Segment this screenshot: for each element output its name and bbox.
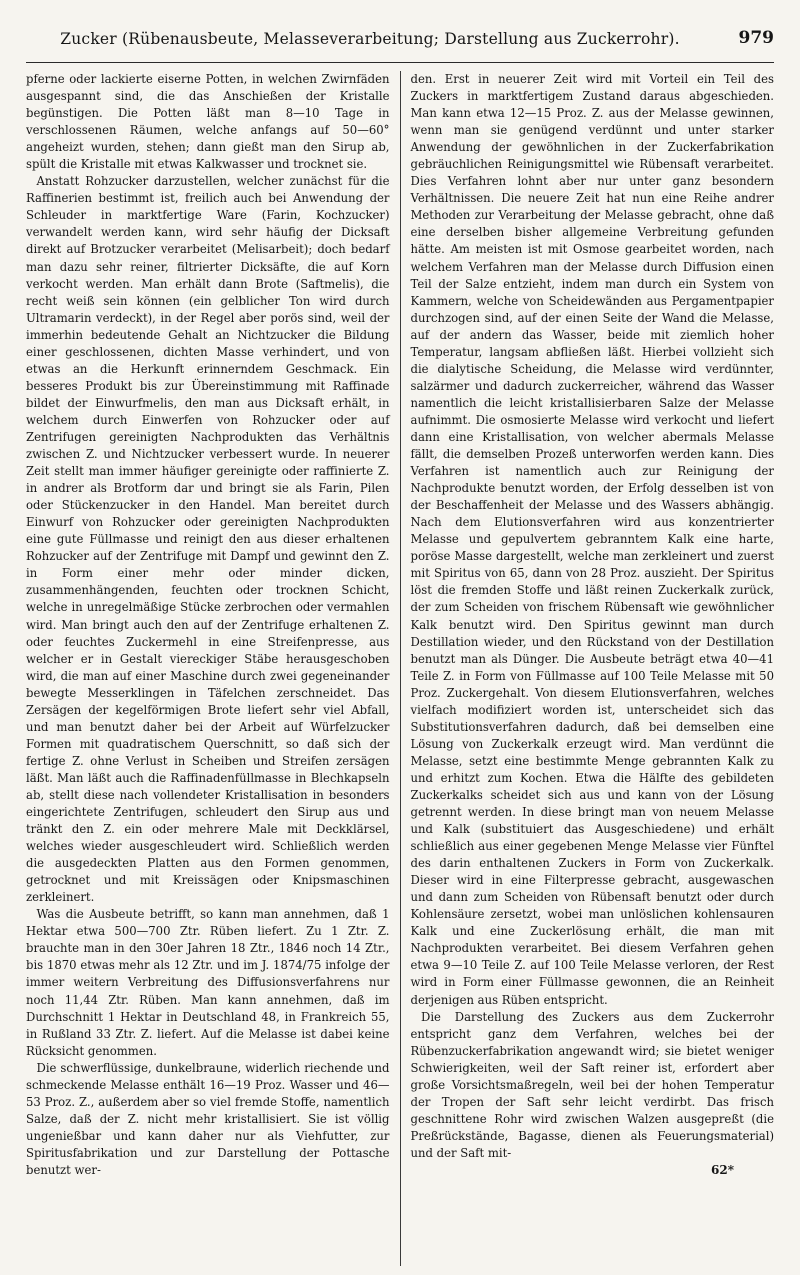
paragraph: Die Darstellung des Zuckers aus dem Zuckerrohr entspricht ganz dem Verfahren, welches bei der Rübenzuckerfabrikation angewandt wird; sie bietet weniger Schwierigkeiten, weil der Saft reiner ist, erfordert aber große Vorsichtsmaßregeln, weil bei der hohen Temperatur der Tropen der Saft sehr leicht verdirbt. Das frisch geschnittene Rohr wird zwischen Walzen ausgepreßt (die Preßrückstände, Bagasse, dienen als Feuerungsmaterial) und der Saft mit- [410,1009,774,1160]
running-head [26,28,774,63]
paragraph: den. Erst in neuerer Zeit wird mit Vorteil ein Teil des Zuckers in marktfertigem Zustand daraus abgeschieden. Man kann etwa 12—15 Proz. Z. aus der Melasse gewinnen, wenn man sie genügend verdünnt und unter starker Anwendung der gewöhnlichen in der Zuckerfabrikation gebräuchlichen Reinigungsmittel wie Rübensaft verarbeitet. Dies Verfahren lohnt aber nur unter ganz besondern Verhältnissen. Die neuere Zeit hat nun eine Reihe andrer Methoden zur Verarbeitung der Melasse gebracht, ohne daß eine derselben bisher allgemeine Verbreitung gefunden hätte. Am meisten ist mit Osmose gearbeitet worden, nach welchem Verfahren man der Melasse durch Diffusion einen Teil der Salze entzieht, indem man durch ein System von Kammern, welche von Scheidewänden aus Pergamentpapier durchzogen sind, auf der einen Seite der Wand die Melasse, auf der andern das Wasser, beide mit ziemlich hoher Temperatur, langsam abfließen läßt. Hierbei vollzieht sich die dialytische Scheidung, die Melasse wird verdünnter, salzärmer und dadurch zuckerreicher, während das Wasser namentlich die leicht kristallisierbaren Salze der Melasse aufnimmt. Die osmosierte Melasse wird verkocht und liefert dann eine Kristallisation, von welcher abermals Melasse fällt, die demselben Prozeß unterworfen werden kann. Dies Verfahren ist namentlich auch zur Reinigung der Nachprodukte benutzt worden, der Erfolg desselben ist von der Beschaffenheit der Melasse und des Wassers abhängig. Nach dem Elutionsverfahren wird aus konzentrierter Melasse und gepulvertem gebranntem Kalk eine harte, poröse Masse dargestellt, welche man zerkleinert und zuerst mit Spiritus von 65, dann von 28 Proz. auszieht. Der Spiritus löst die fremden Stoffe und läßt reinen Zuckerkalk zurück, der zum Scheiden von frischem Rübensaft wie gewöhnlicher Kalk benutzt wird. Den Spiritus gewinnt man durch Destillation wieder, und den Rückstand von der Destillation benutzt man als Dünger. Die Ausbeute beträgt etwa 40—41 Teile Z. in Form von Füllmasse auf 100 Teile Melasse mit 50 Proz. Zuckergehalt. Von diesem Elutionsverfahren, welches vielfach modifiziert worden ist, unterscheidet sich das Substitutionsverfahren dadurch, daß bei demselben eine Lösung von Zuckerkalk erzeugt wird. Man verdünnt die Melasse, setzt eine bestimmte Menge gebrannten Kalk zu und erhitzt zum Kochen. Etwa die Hälfte des gebildeten Zuckerkalks scheidet sich aus und kann von der Lösung getrennt werden. In diese bringt man von neuem Melasse und Kalk (substituiert das Ausgeschiedene) und erhält schließlich aus einer gegebenen Menge Melasse vier Fünftel des darin enthaltenen Zuckers in Form von Zuckerkalk. Dieser wird in eine Filterpresse gebracht, ausgewaschen und dann zum Scheiden von Rübensaft benutzt oder durch Kohlensäure zersetzt, wobei man unlöslichen kohlensauren Kalk und eine Zuckerlösung erhält, die man mit Nachprodukten verarbeitet. Bei diesem Verfahren gehen etwa 9—10 Teile Z. auf 100 Teile Melasse verloren, der Rest wird in Form einer Füllmasse gewonnen, die an Reinheit derjenigen aus Rüben entspricht. [410,72,774,1007]
page-number: 979 [738,28,774,48]
paragraph: Anstatt Rohzucker darzustellen, welcher zunächst für die Raffinerien bestimmt ist, freilich auch bei Anwendung der Schleuder in marktfertige Ware (Farin, Kochzucker) verwandelt werden kann, wird sehr häufig der Dicksaft direkt auf Brotzucker verarbeitet (Melisarbeit); doch bedarf man dazu sehr reiner, filtrierter Dicksäfte, die auf Korn verkocht werden. Man erhält dann Brote (Saftmelis), die recht weiß sein können (ein gelblicher Ton wird durch Ultramarin verdeckt), in der Regel aber porös sind, weil der immerhin bedeutende Gehalt an Nichtzucker die Bildung einer geschlossenen, dichten Masse verhindert, und von etwas an die Herkunft erinnerndem Geschmack. Ein besseres Produkt bis zur Übereinstimmung mit Raffinade bildet der Einwurfmelis, den man aus Dicksaft erhält, in welchem durch Einwerfen von Rohzucker oder auf Zentrifugen gereinigten Nachprodukten das Verhältnis zwischen Z. und Nichtzucker verbessert wurde. In neuerer Zeit stellt man immer häufiger gereinigte oder raffinierte Z. in andrer als Brotform dar und bringt sie als Farin, Pilen oder Stückenzucker in den Handel. Man bereitet durch Einwurf von Rohzucker oder gereinigten Nachprodukten eine gute Füllmasse und reinigt den aus dieser erhaltenen Rohzucker auf der Zentrifuge mit Dampf und gewinnt den Z. in Form einer mehr oder minder dicken, zusammenhängenden, feuchten oder trocknen Schicht, welche in unregelmäßige Stücke zerbrochen oder vermahlen wird. Man bringt auch den auf der Zentrifuge erhaltenen Z. oder feuchtes Zuckermehl in eine Streifenpresse, aus welcher er in Gestalt viereckiger Stäbe herausgeschoben wird, die man auf einer Maschine durch zwei gegeneinander bewegte Messerklingen in Täfelchen zerschneidet. Das Zersägen der kegelförmigen Brote liefert sehr viel Abfall, und man benutzt daher bei der Arbeit auf Würfelzucker Formen mit quadratischem Querschnitt, so daß sich der fertige Z. ohne Verlust in Scheiben und Streifen zersägen läßt. Man läßt auch die Raffinadenfüllmasse in Blechkapseln ab, stellt diese nach vollendeter Kristallisation in besonders eingerichtete Zentrifugen, schleudert den Sirup aus und tränkt den Z. ein oder mehrere Male mit Deckklärsel, welches wieder ausgeschleudert wird. Schließlich werden die ausgedeckten Platten aus den Formen genommen, getrocknet und mit Kreissägen oder Knipsmaschinen zerkleinert. [26,174,390,905]
paragraph: Die schwerflüssige, dunkelbraune, widerlich riechende und schmeckende Melasse enthält 16—19 Proz. Wasser und 46—53 Proz. Z., außerdem aber so viel fremde Stoffe, namentlich Salze, daß der Z. nicht mehr kristallisiert. Sie ist völlig ungenießbar und kann daher nur als Viehfutter, zur Spiritusfabrikation und zur Darstellung der Pottasche benutzt wer- [26,1060,390,1177]
paragraph: Was die Ausbeute betrifft, so kann man annehmen, daß 1 Hektar etwa 500—700 Ztr. Rüben liefert. Zu 1 Ztr. Z. brauchte man in den 30er Jahren 18 Ztr., 1846 noch 14 Ztr., bis 1870 etwas mehr als 12 Ztr. und im J. 1874/75 infolge der immer weitern Verbreitung des Diffusionsverfahrens nur noch 11,44 Ztr. Rüben. Man kann annehmen, daß im Durchschnitt 1 Hektar in Deutschland 48, in Frankreich 55, in Rußland 33 Ztr. Z. liefert. Auf die Melasse ist dabei keine Rücksicht genommen. [26,907,390,1058]
paragraph: pferne oder lackierte eiserne Potten, in welchen Zwirnfäden ausgespannt sind, die das Anschießen der Kristalle begünstigen. Die Potten läßt man 8—10 Tage in verschlossenen Räumen, welche anfangs auf 50—60° angeheizt wurden, stehen; dann gießt man den Sirup ab, spült die Kristalle mit etwas Kalkwasser und trocknet sie. [26,72,390,172]
right-column [411,71,775,1179]
column-divider [400,71,401,1266]
left-column [26,71,390,1179]
running-title: Zucker (Rübenausbeute, Melasseverarbeitung; Darstellung aus Zuckerrohr). [60,30,680,48]
signature-mark: 62* [711,1163,734,1177]
text-columns [26,71,774,1266]
